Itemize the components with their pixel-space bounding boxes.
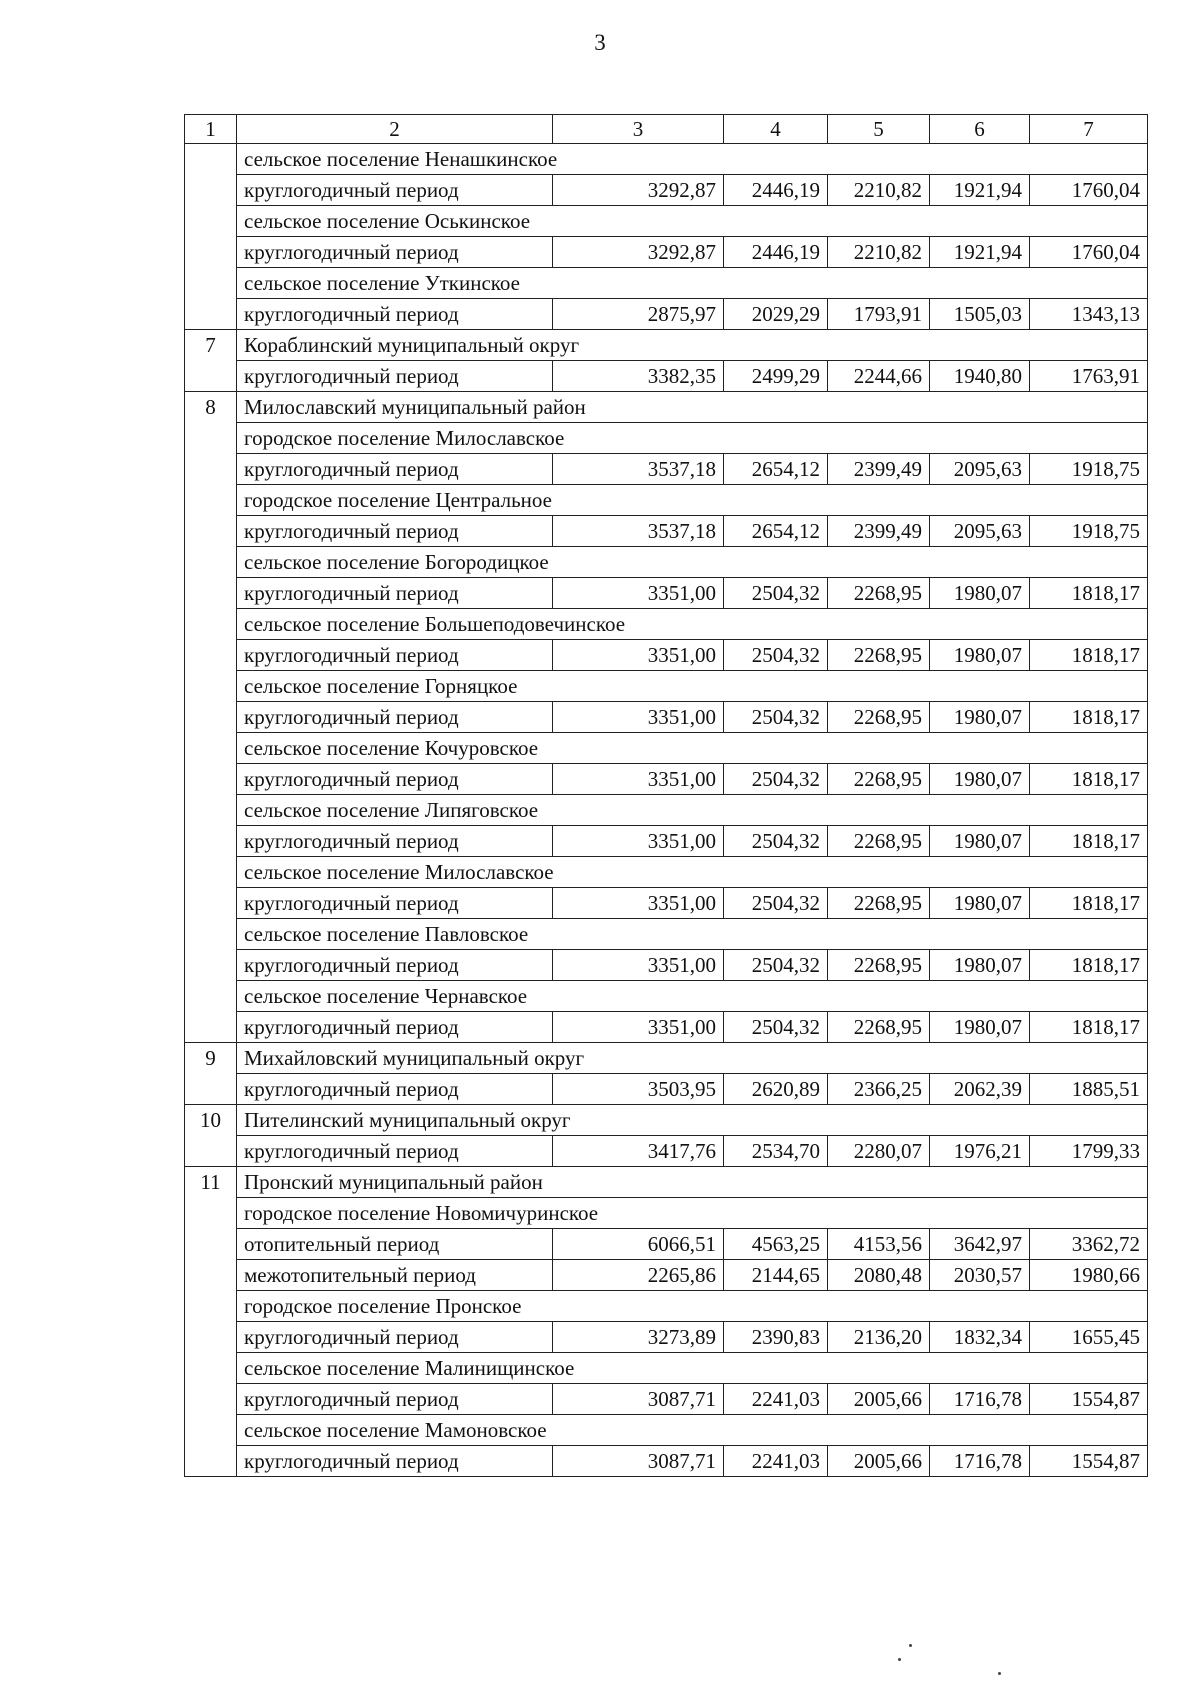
tariff-value: 1760,04 (1030, 175, 1148, 206)
row-index: 10 (185, 1105, 237, 1167)
tariff-value: 1760,04 (1030, 237, 1148, 268)
tariff-value: 1980,07 (930, 950, 1030, 981)
tariff-value: 3351,00 (553, 826, 724, 857)
tariff-value: 1818,17 (1030, 826, 1148, 857)
tariff-value: 2268,95 (828, 764, 930, 795)
tariff-value: 1818,17 (1030, 950, 1148, 981)
data-row (185, 454, 1148, 485)
tariff-value: 1980,66 (1030, 1260, 1148, 1291)
data-row (185, 764, 1148, 795)
data-row (185, 1074, 1148, 1105)
tariff-value: 1554,87 (1030, 1384, 1148, 1415)
tariff-value: 3537,18 (553, 516, 724, 547)
row-index: 7 (185, 330, 237, 392)
settlement-name: Кораблинский муниципальный округ (237, 330, 1148, 361)
tariff-value: 2504,32 (724, 702, 828, 733)
column-header: 4 (724, 115, 828, 144)
tariff-value: 2268,95 (828, 950, 930, 981)
table-body (185, 115, 1148, 1477)
period-label: круглогодичный период (237, 516, 553, 547)
tariff-value: 1716,78 (930, 1446, 1030, 1477)
tariff-value: 2499,29 (724, 361, 828, 392)
settlement-name: сельское поселение Мамоновское (237, 1415, 1148, 1446)
data-row (185, 826, 1148, 857)
section-header-row (185, 1415, 1148, 1446)
tariff-value: 1716,78 (930, 1384, 1030, 1415)
column-header: 2 (237, 115, 553, 144)
tariff-value: 1980,07 (930, 578, 1030, 609)
tariff-value: 1921,94 (930, 237, 1030, 268)
tariff-value: 1655,45 (1030, 1322, 1148, 1353)
section-header-row (185, 392, 1148, 423)
tariff-value: 2620,89 (724, 1074, 828, 1105)
tariff-value: 1980,07 (930, 826, 1030, 857)
period-label: круглогодичный период (237, 888, 553, 919)
section-header-row (185, 671, 1148, 702)
tariff-value: 1980,07 (930, 1012, 1030, 1043)
period-label: круглогодичный период (237, 1322, 553, 1353)
row-index: 11 (185, 1167, 237, 1477)
period-label: круглогодичный период (237, 640, 553, 671)
settlement-name: Милославский муниципальный район (237, 392, 1148, 423)
period-label: круглогодичный период (237, 826, 553, 857)
tariff-value: 2136,20 (828, 1322, 930, 1353)
period-label: круглогодичный период (237, 1136, 553, 1167)
tariff-value: 1976,21 (930, 1136, 1030, 1167)
tariff-value: 2241,03 (724, 1446, 828, 1477)
tariff-value: 3351,00 (553, 1012, 724, 1043)
tariff-value: 4153,56 (828, 1229, 930, 1260)
section-header-row (185, 795, 1148, 826)
tariff-value: 3351,00 (553, 640, 724, 671)
tariff-value: 2241,03 (724, 1384, 828, 1415)
tariff-value: 1921,94 (930, 175, 1030, 206)
settlement-name: сельское поселение Горняцкое (237, 671, 1148, 702)
tariff-value: 3537,18 (553, 454, 724, 485)
settlement-name: сельское поселение Уткинское (237, 268, 1148, 299)
period-label: отопительный период (237, 1229, 553, 1260)
data-row (185, 1260, 1148, 1291)
tariff-value: 1793,91 (828, 299, 930, 330)
settlement-name: Пронский муниципальный район (237, 1167, 1148, 1198)
tariff-value: 1918,75 (1030, 516, 1148, 547)
tariff-value: 1818,17 (1030, 764, 1148, 795)
data-row (185, 175, 1148, 206)
tariff-value: 2504,32 (724, 640, 828, 671)
scan-speck (909, 1644, 912, 1647)
section-header-row (185, 857, 1148, 888)
section-header-row (185, 609, 1148, 640)
settlement-name: городское поселение Милославское (237, 423, 1148, 454)
settlement-name: сельское поселение Богородицкое (237, 547, 1148, 578)
column-header-row (185, 115, 1148, 144)
period-label: круглогодичный период (237, 299, 553, 330)
settlement-name: сельское поселение Малинищинское (237, 1353, 1148, 1384)
tariff-value: 3087,71 (553, 1446, 724, 1477)
section-header-row (185, 1167, 1148, 1198)
column-header: 5 (828, 115, 930, 144)
period-label: круглогодичный период (237, 1012, 553, 1043)
data-row (185, 1229, 1148, 1260)
tariff-value: 2030,57 (930, 1260, 1030, 1291)
tariff-value: 2268,95 (828, 640, 930, 671)
tariff-value: 2399,49 (828, 454, 930, 485)
tariff-value: 2268,95 (828, 702, 930, 733)
data-row (185, 640, 1148, 671)
settlement-name: сельское поселение Кочуровское (237, 733, 1148, 764)
tariff-value: 3362,72 (1030, 1229, 1148, 1260)
section-header-row (185, 981, 1148, 1012)
tariff-value: 3292,87 (553, 237, 724, 268)
data-row (185, 516, 1148, 547)
tariff-value: 1940,80 (930, 361, 1030, 392)
tariff-value: 2210,82 (828, 175, 930, 206)
tariff-value: 2504,32 (724, 950, 828, 981)
data-row (185, 702, 1148, 733)
tariff-value: 2268,95 (828, 888, 930, 919)
tariff-value: 2265,86 (553, 1260, 724, 1291)
tariff-value: 3642,97 (930, 1229, 1030, 1260)
data-row (185, 237, 1148, 268)
settlement-name: сельское поселение Чернавское (237, 981, 1148, 1012)
settlement-name: городское поселение Центральное (237, 485, 1148, 516)
tariff-value: 3351,00 (553, 578, 724, 609)
tariff-value: 2504,32 (724, 578, 828, 609)
data-row (185, 1384, 1148, 1415)
row-index: 9 (185, 1043, 237, 1105)
data-row (185, 1446, 1148, 1477)
section-header-row (185, 330, 1148, 361)
data-row (185, 361, 1148, 392)
settlement-name: городское поселение Новомичуринское (237, 1198, 1148, 1229)
tariff-value: 3351,00 (553, 702, 724, 733)
tariff-value: 1980,07 (930, 640, 1030, 671)
tariff-value: 1818,17 (1030, 578, 1148, 609)
page-number: 3 (594, 30, 606, 55)
period-label: круглогодичный период (237, 1384, 553, 1415)
column-header: 6 (930, 115, 1030, 144)
tariff-value: 2029,29 (724, 299, 828, 330)
settlement-name: сельское поселение Большеподовечинское (237, 609, 1148, 640)
data-row (185, 1012, 1148, 1043)
column-header: 7 (1030, 115, 1148, 144)
section-header-row (185, 733, 1148, 764)
tariff-value: 2366,25 (828, 1074, 930, 1105)
settlement-name: сельское поселение Милославское (237, 857, 1148, 888)
tariff-value: 2268,95 (828, 578, 930, 609)
period-label: круглогодичный период (237, 454, 553, 485)
period-label: круглогодичный период (237, 1074, 553, 1105)
tariff-value: 3351,00 (553, 950, 724, 981)
tariff-value: 2504,32 (724, 826, 828, 857)
section-header-row (185, 423, 1148, 454)
period-label: межотопительный период (237, 1260, 553, 1291)
tariff-value: 3417,76 (553, 1136, 724, 1167)
section-header-row (185, 1105, 1148, 1136)
settlement-name: городское поселение Пронское (237, 1291, 1148, 1322)
settlement-name: Пителинский муниципальный округ (237, 1105, 1148, 1136)
section-header-row (185, 144, 1148, 175)
tariff-value: 1818,17 (1030, 888, 1148, 919)
column-header: 1 (185, 115, 237, 144)
data-row (185, 950, 1148, 981)
tariff-value: 1818,17 (1030, 1012, 1148, 1043)
section-header-row (185, 919, 1148, 950)
tariff-value: 2504,32 (724, 888, 828, 919)
settlement-name: сельское поселение Павловское (237, 919, 1148, 950)
tariff-value: 2875,97 (553, 299, 724, 330)
row-index (185, 144, 237, 330)
tariff-value: 1832,34 (930, 1322, 1030, 1353)
tariff-value: 1980,07 (930, 764, 1030, 795)
tariff-value: 2268,95 (828, 826, 930, 857)
tariff-value: 3351,00 (553, 764, 724, 795)
tariff-value: 2210,82 (828, 237, 930, 268)
period-label: круглогодичный период (237, 764, 553, 795)
settlement-name: сельское поселение Липяговское (237, 795, 1148, 826)
tariff-value: 1505,03 (930, 299, 1030, 330)
section-header-row (185, 1198, 1148, 1229)
tariff-value: 2534,70 (724, 1136, 828, 1167)
tariff-value: 2080,48 (828, 1260, 930, 1291)
tariff-value: 2280,07 (828, 1136, 930, 1167)
section-header-row (185, 1043, 1148, 1074)
period-label: круглогодичный период (237, 578, 553, 609)
tariff-value: 2244,66 (828, 361, 930, 392)
data-row (185, 1322, 1148, 1353)
tariff-value: 1980,07 (930, 888, 1030, 919)
data-row (185, 299, 1148, 330)
tariff-value: 1799,33 (1030, 1136, 1148, 1167)
tariff-value: 2144,65 (724, 1260, 828, 1291)
tariff-value: 1885,51 (1030, 1074, 1148, 1105)
section-header-row (185, 206, 1148, 237)
tariff-value: 2005,66 (828, 1446, 930, 1477)
tariff-value: 3087,71 (553, 1384, 724, 1415)
tariff-value: 1343,13 (1030, 299, 1148, 330)
tariff-value: 2654,12 (724, 454, 828, 485)
tariff-value: 2504,32 (724, 1012, 828, 1043)
tariff-value: 3382,35 (553, 361, 724, 392)
period-label: круглогодичный период (237, 237, 553, 268)
tariff-value: 2446,19 (724, 237, 828, 268)
section-header-row (185, 268, 1148, 299)
tariff-value: 1980,07 (930, 702, 1030, 733)
tariff-table (184, 114, 1148, 1477)
tariff-value: 3292,87 (553, 175, 724, 206)
settlement-name: сельское поселение Ненашкинское (237, 144, 1148, 175)
tariff-value: 1818,17 (1030, 640, 1148, 671)
data-row (185, 578, 1148, 609)
tariff-value: 2390,83 (724, 1322, 828, 1353)
tariff-value: 1918,75 (1030, 454, 1148, 485)
tariff-value: 1554,87 (1030, 1446, 1148, 1477)
tariff-value: 2504,32 (724, 764, 828, 795)
tariff-value: 3351,00 (553, 888, 724, 919)
tariff-value: 3273,89 (553, 1322, 724, 1353)
section-header-row (185, 547, 1148, 578)
section-header-row (185, 485, 1148, 516)
settlement-name: Михайловский муниципальный округ (237, 1043, 1148, 1074)
scan-speck (898, 1658, 901, 1661)
tariff-value: 2005,66 (828, 1384, 930, 1415)
tariff-value: 2654,12 (724, 516, 828, 547)
tariff-value: 1763,91 (1030, 361, 1148, 392)
tariff-value: 2095,63 (930, 516, 1030, 547)
column-header: 3 (553, 115, 724, 144)
tariff-value: 2399,49 (828, 516, 930, 547)
scan-speck (998, 1672, 1001, 1675)
period-label: круглогодичный период (237, 361, 553, 392)
tariff-value: 4563,25 (724, 1229, 828, 1260)
tariff-value: 1818,17 (1030, 702, 1148, 733)
period-label: круглогодичный период (237, 1446, 553, 1477)
tariff-value: 2268,95 (828, 1012, 930, 1043)
data-row (185, 888, 1148, 919)
row-index: 8 (185, 392, 237, 1043)
settlement-name: сельское поселение Оськинское (237, 206, 1148, 237)
period-label: круглогодичный период (237, 702, 553, 733)
data-row (185, 1136, 1148, 1167)
tariff-value: 6066,51 (553, 1229, 724, 1260)
section-header-row (185, 1353, 1148, 1384)
tariff-value: 3503,95 (553, 1074, 724, 1105)
tariff-value: 2095,63 (930, 454, 1030, 485)
tariff-value: 2446,19 (724, 175, 828, 206)
period-label: круглогодичный период (237, 175, 553, 206)
period-label: круглогодичный период (237, 950, 553, 981)
tariff-value: 2062,39 (930, 1074, 1030, 1105)
section-header-row (185, 1291, 1148, 1322)
